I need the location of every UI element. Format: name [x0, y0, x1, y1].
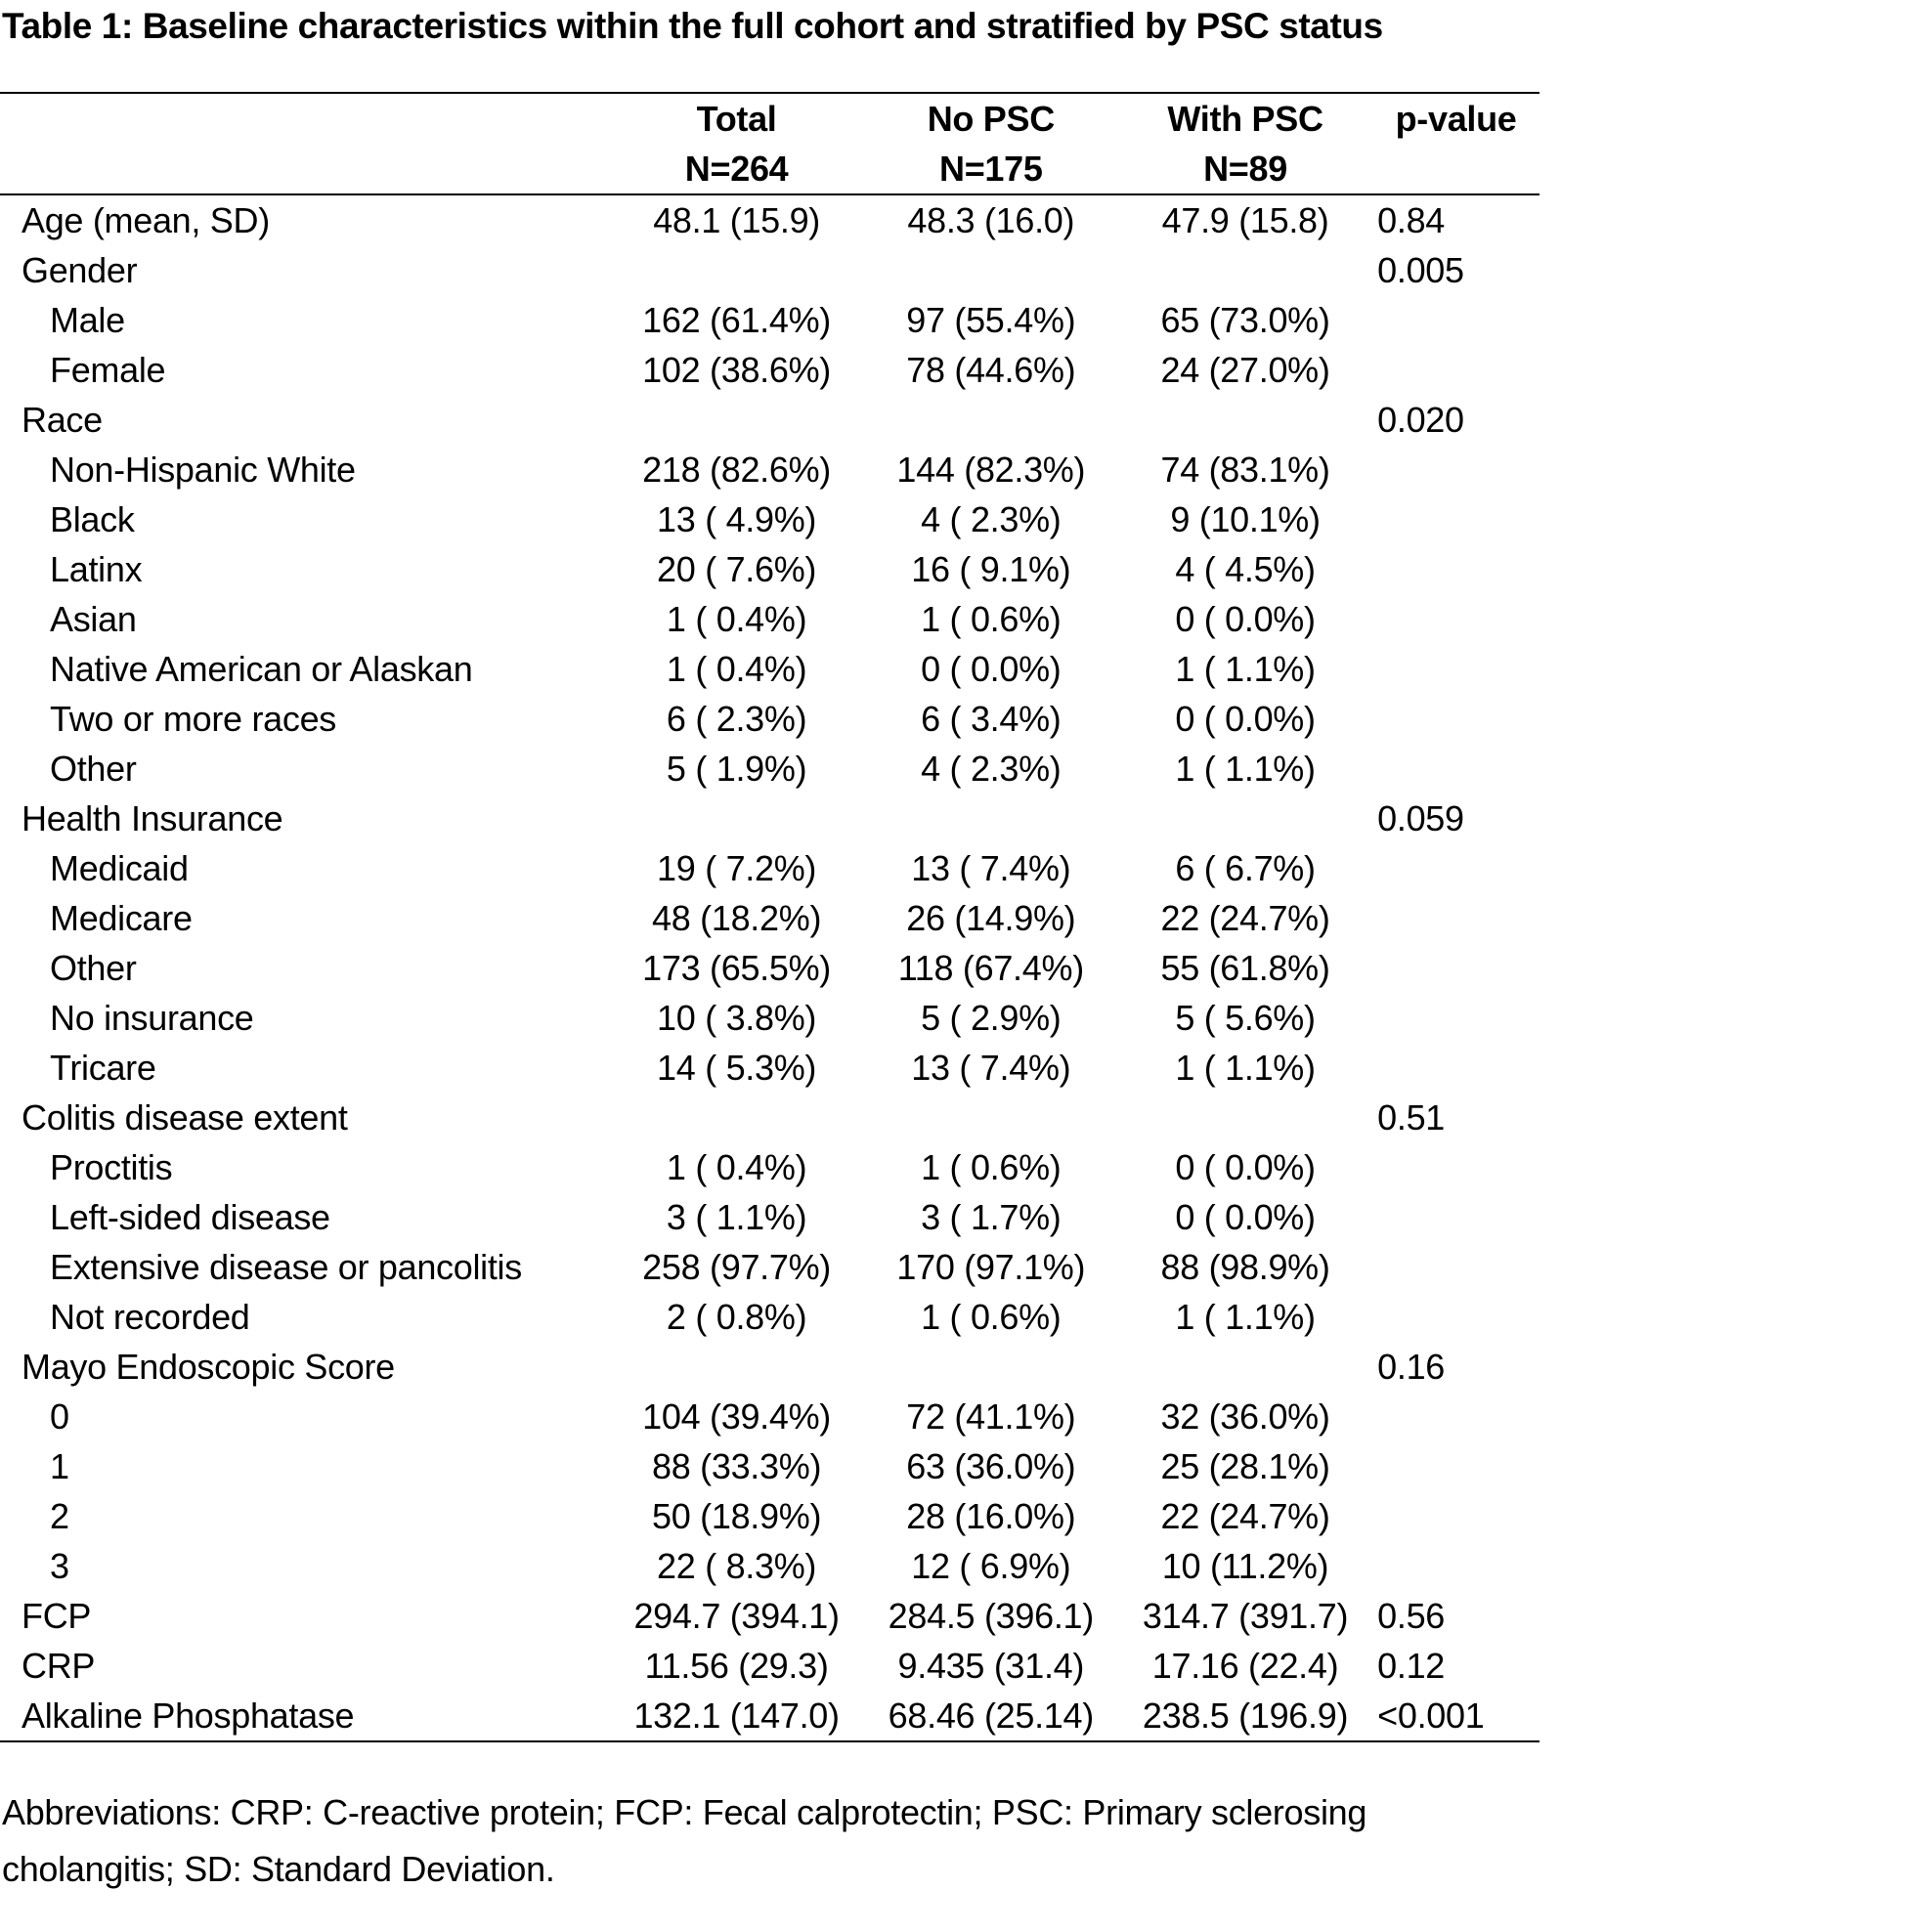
- cell-p-value: 0.059: [1377, 798, 1464, 838]
- header-row-labels: [0, 93, 1539, 144]
- row-label: Proctitis: [50, 1147, 173, 1187]
- row-label: Male: [50, 300, 125, 340]
- cell-with-psc: 88 (98.9%): [1160, 1247, 1330, 1287]
- cell-total: 258 (97.7%): [642, 1247, 831, 1287]
- table-row: [0, 1292, 1539, 1342]
- row-label: Tricare: [50, 1048, 156, 1088]
- cell-no-psc: 26 (14.9%): [906, 898, 1076, 938]
- cell-with-psc: 22 (24.7%): [1160, 898, 1330, 938]
- table-row: [0, 1043, 1539, 1093]
- cell-total: 48.1 (15.9): [653, 200, 820, 240]
- cell-p-value: [1372, 1192, 1539, 1242]
- header-label-col: [0, 93, 609, 144]
- table-row: [0, 194, 1539, 245]
- row-label: FCP: [22, 1596, 92, 1636]
- table-row: [0, 594, 1539, 644]
- cell-no-psc: 13 ( 7.4%): [911, 1048, 1071, 1088]
- cell-total: [609, 245, 863, 295]
- cell-no-psc: [864, 1342, 1118, 1392]
- table-row: [0, 893, 1539, 943]
- cell-no-psc: 12 ( 6.9%): [911, 1546, 1071, 1586]
- cell-with-psc: 1 ( 1.1%): [1175, 749, 1316, 789]
- cell-total: 50 (18.9%): [652, 1496, 822, 1536]
- cell-no-psc: 6 ( 3.4%): [921, 699, 1062, 739]
- cell-p-value: [1372, 1392, 1539, 1441]
- cell-with-psc: [1118, 1342, 1372, 1392]
- cell-no-psc: 4 ( 2.3%): [921, 499, 1062, 539]
- cell-total: 294.7 (394.1): [633, 1596, 840, 1636]
- table-row: [0, 1641, 1539, 1691]
- cell-total: [609, 1342, 863, 1392]
- cell-total: 14 ( 5.3%): [657, 1048, 817, 1088]
- cell-total: 1 ( 0.4%): [666, 649, 807, 689]
- cell-total: 218 (82.6%): [642, 450, 831, 490]
- row-label: Other: [50, 948, 137, 988]
- cell-no-psc: [864, 794, 1118, 843]
- table-row: [0, 1541, 1539, 1591]
- cell-p-value: [1372, 993, 1539, 1043]
- row-label: Other: [50, 749, 137, 789]
- cell-p-value: [1372, 1441, 1539, 1491]
- cell-with-psc: 1 ( 1.1%): [1175, 1048, 1316, 1088]
- cell-total: [609, 1093, 863, 1142]
- row-label: Health Insurance: [22, 798, 283, 838]
- table-row: [0, 1093, 1539, 1142]
- table-row: [0, 1342, 1539, 1392]
- cell-no-psc: 1 ( 0.6%): [921, 1147, 1062, 1187]
- table-row: [0, 1142, 1539, 1192]
- cell-total: 102 (38.6%): [642, 350, 831, 390]
- table-row: [0, 1491, 1539, 1541]
- cell-p-value: [1372, 744, 1539, 794]
- cell-with-psc: 55 (61.8%): [1160, 948, 1330, 988]
- row-label: 2: [50, 1496, 69, 1536]
- cell-no-psc: 5 ( 2.9%): [921, 998, 1062, 1038]
- header-label-col-n: [0, 144, 609, 194]
- cell-p-value: [1372, 544, 1539, 594]
- cell-with-psc: 9 (10.1%): [1170, 499, 1321, 539]
- row-label: Gender: [22, 250, 138, 290]
- cell-p-value: 0.12: [1377, 1646, 1446, 1686]
- cell-no-psc: 284.5 (396.1): [888, 1596, 1094, 1636]
- cell-no-psc: [864, 1093, 1118, 1142]
- row-label: Medicare: [50, 898, 193, 938]
- cell-p-value: [1372, 1541, 1539, 1591]
- cell-with-psc: 5 ( 5.6%): [1175, 998, 1316, 1038]
- table-row: [0, 395, 1539, 445]
- cell-total: 10 ( 3.8%): [657, 998, 817, 1038]
- cell-with-psc: 1 ( 1.1%): [1175, 649, 1316, 689]
- table-caption: Table 1: Baseline characteristics within the full cohort and stratified by PSC status: [2, 6, 1383, 46]
- table-row: [0, 794, 1539, 843]
- cell-with-psc: 4 ( 4.5%): [1175, 549, 1316, 589]
- table-row: [0, 445, 1539, 494]
- cell-p-value: [1372, 494, 1539, 544]
- cell-no-psc: 1 ( 0.6%): [921, 599, 1062, 639]
- table-row: [0, 943, 1539, 993]
- cell-total: 162 (61.4%): [642, 300, 831, 340]
- table-row: [0, 644, 1539, 694]
- cell-p-value: 0.51: [1377, 1097, 1446, 1138]
- cell-total: 48 (18.2%): [652, 898, 822, 938]
- cell-p-value: [1372, 893, 1539, 943]
- cell-no-psc: 1 ( 0.6%): [921, 1297, 1062, 1337]
- row-label: Alkaline Phosphatase: [0, 1691, 609, 1741]
- table-row: [0, 544, 1539, 594]
- row-label: No insurance: [50, 998, 254, 1038]
- cell-total: 1 ( 0.4%): [666, 1147, 807, 1187]
- cell-total: 2 ( 0.8%): [666, 1297, 807, 1337]
- row-label: Non-Hispanic White: [50, 450, 356, 490]
- cell-total: 3 ( 1.1%): [666, 1197, 807, 1237]
- cell-p-value: [1372, 1043, 1539, 1093]
- row-label: 1: [50, 1446, 69, 1486]
- cell-p-value: [1372, 943, 1539, 993]
- cell-p-value: [1372, 345, 1539, 395]
- cell-with-psc: [1118, 245, 1372, 295]
- row-label: Asian: [50, 599, 137, 639]
- cell-p-value: [1372, 445, 1539, 494]
- cell-no-psc: [864, 395, 1118, 445]
- cell-with-psc: 238.5 (196.9): [1118, 1691, 1372, 1741]
- cell-p-value: 0.020: [1377, 400, 1464, 440]
- table-row: [0, 345, 1539, 395]
- cell-with-psc: [1118, 794, 1372, 843]
- cell-total: 13 ( 4.9%): [657, 499, 817, 539]
- table-row: [0, 694, 1539, 744]
- row-label: Two or more races: [50, 699, 336, 739]
- cell-total: 132.1 (147.0): [609, 1691, 863, 1741]
- cell-no-psc: 170 (97.1%): [896, 1247, 1086, 1287]
- abbreviations-footnote: Abbreviations: CRP: C-reactive protein; FCP: Fecal calprotectin; PSC: Primary sclerosing cholangitis; SD: Standard Deviation.: [2, 1792, 1367, 1889]
- row-label: Mayo Endoscopic Score: [22, 1347, 395, 1387]
- cell-total: 1 ( 0.4%): [666, 599, 807, 639]
- row-label: Age (mean, SD): [22, 200, 270, 240]
- cell-p-value: <0.001: [1372, 1691, 1539, 1741]
- cell-with-psc: 65 (73.0%): [1160, 300, 1330, 340]
- row-label: Left-sided disease: [50, 1197, 330, 1237]
- cell-p-value: [1372, 594, 1539, 644]
- cell-with-psc: 0 ( 0.0%): [1175, 1147, 1316, 1187]
- cell-with-psc: 0 ( 0.0%): [1175, 599, 1316, 639]
- cell-with-psc: 25 (28.1%): [1160, 1446, 1330, 1486]
- cell-no-psc: 16 ( 9.1%): [911, 549, 1071, 589]
- cell-no-psc: 28 (16.0%): [906, 1496, 1076, 1536]
- header-total: Total: [609, 93, 863, 144]
- cell-p-value: [1372, 694, 1539, 744]
- row-label: Race: [22, 400, 103, 440]
- cell-no-psc: 0 ( 0.0%): [921, 649, 1062, 689]
- cell-p-value: [1372, 1242, 1539, 1292]
- cell-total: 5 ( 1.9%): [666, 749, 807, 789]
- cell-total: [609, 794, 863, 843]
- cell-no-psc: [864, 245, 1118, 295]
- header-p-value-n: [1372, 144, 1539, 194]
- header-row-counts: [0, 144, 1539, 194]
- table-row: [0, 1242, 1539, 1292]
- cell-total: 22 ( 8.3%): [657, 1546, 817, 1586]
- cell-no-psc: 13 ( 7.4%): [911, 848, 1071, 888]
- table-body: [0, 194, 1539, 1741]
- cell-p-value: [1372, 1292, 1539, 1342]
- row-label: 0: [50, 1396, 69, 1437]
- row-label: Black: [50, 499, 135, 539]
- row-label: CRP: [22, 1646, 96, 1686]
- cell-total: 104 (39.4%): [642, 1396, 831, 1437]
- cell-p-value: [1372, 1491, 1539, 1541]
- row-label: 3: [50, 1546, 69, 1586]
- cell-p-value: 0.005: [1377, 250, 1464, 290]
- cell-with-psc: 0 ( 0.0%): [1175, 1197, 1316, 1237]
- cell-with-psc: 1 ( 1.1%): [1175, 1297, 1316, 1337]
- cell-p-value: [1372, 843, 1539, 893]
- cell-with-psc: [1118, 1093, 1372, 1142]
- table-row: [0, 1392, 1539, 1441]
- cell-no-psc: 48.3 (16.0): [907, 200, 1075, 240]
- cell-no-psc: 3 ( 1.7%): [921, 1197, 1062, 1237]
- cell-with-psc: 0 ( 0.0%): [1175, 699, 1316, 739]
- cell-total: 6 ( 2.3%): [666, 699, 807, 739]
- cell-p-value: [1372, 644, 1539, 694]
- cell-p-value: 0.16: [1377, 1347, 1446, 1387]
- table-row: [0, 494, 1539, 544]
- cell-no-psc: 9.435 (31.4): [897, 1646, 1085, 1686]
- table-row: [0, 295, 1539, 345]
- header-no-psc-n: N=175: [864, 144, 1118, 194]
- cell-no-psc: 72 (41.1%): [906, 1396, 1076, 1437]
- cell-with-psc: 17.16 (22.4): [1151, 1646, 1339, 1686]
- cell-with-psc: 314.7 (391.7): [1142, 1596, 1349, 1636]
- row-label: Extensive disease or pancolitis: [50, 1247, 522, 1287]
- row-label: Latinx: [50, 549, 143, 589]
- table-row: [0, 993, 1539, 1043]
- cell-total: 173 (65.5%): [642, 948, 831, 988]
- table-row: [0, 1441, 1539, 1491]
- cell-p-value: 0.84: [1377, 200, 1446, 240]
- cell-with-psc: 10 (11.2%): [1161, 1546, 1329, 1586]
- baseline-characteristics-table: [0, 92, 1539, 1742]
- cell-with-psc: 24 (27.0%): [1160, 350, 1330, 390]
- table-row: [0, 744, 1539, 794]
- row-label: Colitis disease extent: [22, 1097, 348, 1138]
- cell-with-psc: [1118, 395, 1372, 445]
- table-row: [0, 843, 1539, 893]
- row-label: Not recorded: [50, 1297, 250, 1337]
- cell-no-psc: 144 (82.3%): [896, 450, 1086, 490]
- header-p-value: p-value: [1372, 93, 1539, 144]
- cell-no-psc: 78 (44.6%): [906, 350, 1076, 390]
- cell-no-psc: 118 (67.4%): [897, 948, 1084, 988]
- cell-total: 20 ( 7.6%): [657, 549, 817, 589]
- cell-with-psc: 32 (36.0%): [1160, 1396, 1330, 1437]
- cell-no-psc: 63 (36.0%): [906, 1446, 1076, 1486]
- row-label: Female: [50, 350, 166, 390]
- cell-total: 11.56 (29.3): [644, 1646, 829, 1686]
- cell-no-psc: 97 (55.4%): [906, 300, 1076, 340]
- table-row: [0, 1192, 1539, 1242]
- row-label: Native American or Alaskan: [50, 649, 473, 689]
- cell-total: [609, 395, 863, 445]
- cell-with-psc: 6 ( 6.7%): [1175, 848, 1316, 888]
- cell-no-psc: 68.46 (25.14): [864, 1691, 1118, 1741]
- cell-with-psc: 47.9 (15.8): [1161, 200, 1329, 240]
- cell-total: 19 ( 7.2%): [657, 848, 817, 888]
- row-label: Medicaid: [50, 848, 189, 888]
- table-row: [0, 1691, 1539, 1741]
- header-no-psc: No PSC: [864, 93, 1118, 144]
- header-with-psc-n: N=89: [1118, 144, 1372, 194]
- header-total-n: N=264: [609, 144, 863, 194]
- table-row: [0, 1591, 1539, 1641]
- header-with-psc: With PSC: [1118, 93, 1372, 144]
- cell-p-value: [1372, 1142, 1539, 1192]
- table-row: [0, 245, 1539, 295]
- cell-with-psc: 22 (24.7%): [1160, 1496, 1330, 1536]
- cell-p-value: 0.56: [1377, 1596, 1446, 1636]
- cell-p-value: [1372, 295, 1539, 345]
- cell-total: 88 (33.3%): [652, 1446, 822, 1486]
- cell-no-psc: 4 ( 2.3%): [921, 749, 1062, 789]
- cell-with-psc: 74 (83.1%): [1160, 450, 1330, 490]
